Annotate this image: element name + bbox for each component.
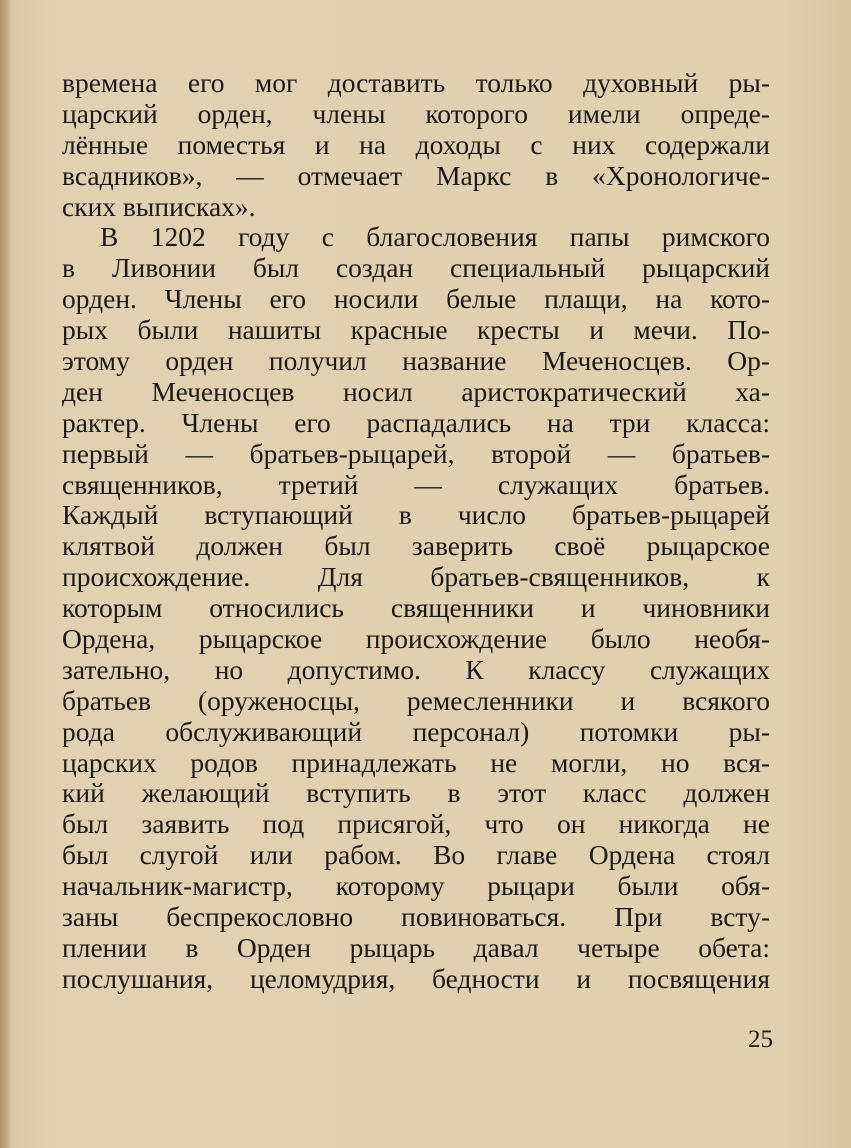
text-line: священников, третий — служащих братьев. <box>62 469 770 500</box>
page-binding-edge <box>0 0 10 1148</box>
text-line: Ордена, рыцарское происхождение было необя- <box>62 624 770 655</box>
text-line: орден. Члены его носили белые плащи, на кото- <box>62 284 770 315</box>
text-line: в Ливонии был создан специальный рыцарский <box>62 253 770 284</box>
text-line: всадников», — отмечает Маркс в «Хронологиче- <box>62 160 770 191</box>
text-line: был заявить под присягой, что он никогда не <box>62 809 770 840</box>
text-line: начальник-магистр, которому рыцари были обя- <box>62 871 770 902</box>
text-line: ских выписках». <box>62 191 256 222</box>
text-line: первый — братьев-рыцарей, второй — братьев- <box>62 438 770 469</box>
text-line: Каждый вступающий в число братьев-рыцарей <box>62 500 770 531</box>
text-line: времена его мог доставить только духовный ры- <box>62 68 770 98</box>
text-line: царских родов принадлежать не могли, но вся- <box>62 747 770 778</box>
text-line: зательно, но допустимо. К классу служащих <box>62 654 770 685</box>
text-line: лённые поместья и на доходы с них содержали <box>62 129 770 160</box>
text-line: братьев (оруженосцы, ремесленники и всякого <box>62 685 770 716</box>
text-line: плении в Орден рыцарь давал четыре обета: <box>62 932 770 963</box>
text-line: заны беспрекословно повиноваться. При всту- <box>62 902 770 933</box>
text-line: был слугой или рабом. Во главе Ордена стоял <box>62 840 770 871</box>
text-line: царский орден, члены которого имели опреде- <box>62 98 770 129</box>
text-line: рактер. Члены его распадались на три класса: <box>62 407 770 438</box>
text-line: ден Меченосцев носил аристократический ха- <box>62 376 770 407</box>
text-line: кий желающий вступить в этот класс должен <box>62 778 770 809</box>
text-line: происхождение. Для братьев-священников, к <box>62 562 770 593</box>
text-line: рых были нашиты красные кресты и мечи. По- <box>62 315 770 346</box>
text-line: послушания, целомудрия, бедности и посвящения <box>62 963 770 994</box>
text-line: рода обслуживающий персонал) потомки ры- <box>62 716 770 747</box>
paragraph-continued <box>62 68 770 222</box>
page-number: 25 <box>748 1026 773 1053</box>
paragraph-order-of-swordbearers <box>62 222 770 994</box>
body-text <box>62 68 770 995</box>
text-line: клятвой должен был заверить своё рыцарское <box>62 531 770 562</box>
text-line: В 1202 году с благословения папы римского <box>100 222 770 253</box>
text-line: этому орден получил название Меченосцев. Ор- <box>62 346 770 377</box>
text-line: которым относились священники и чиновники <box>62 593 770 624</box>
